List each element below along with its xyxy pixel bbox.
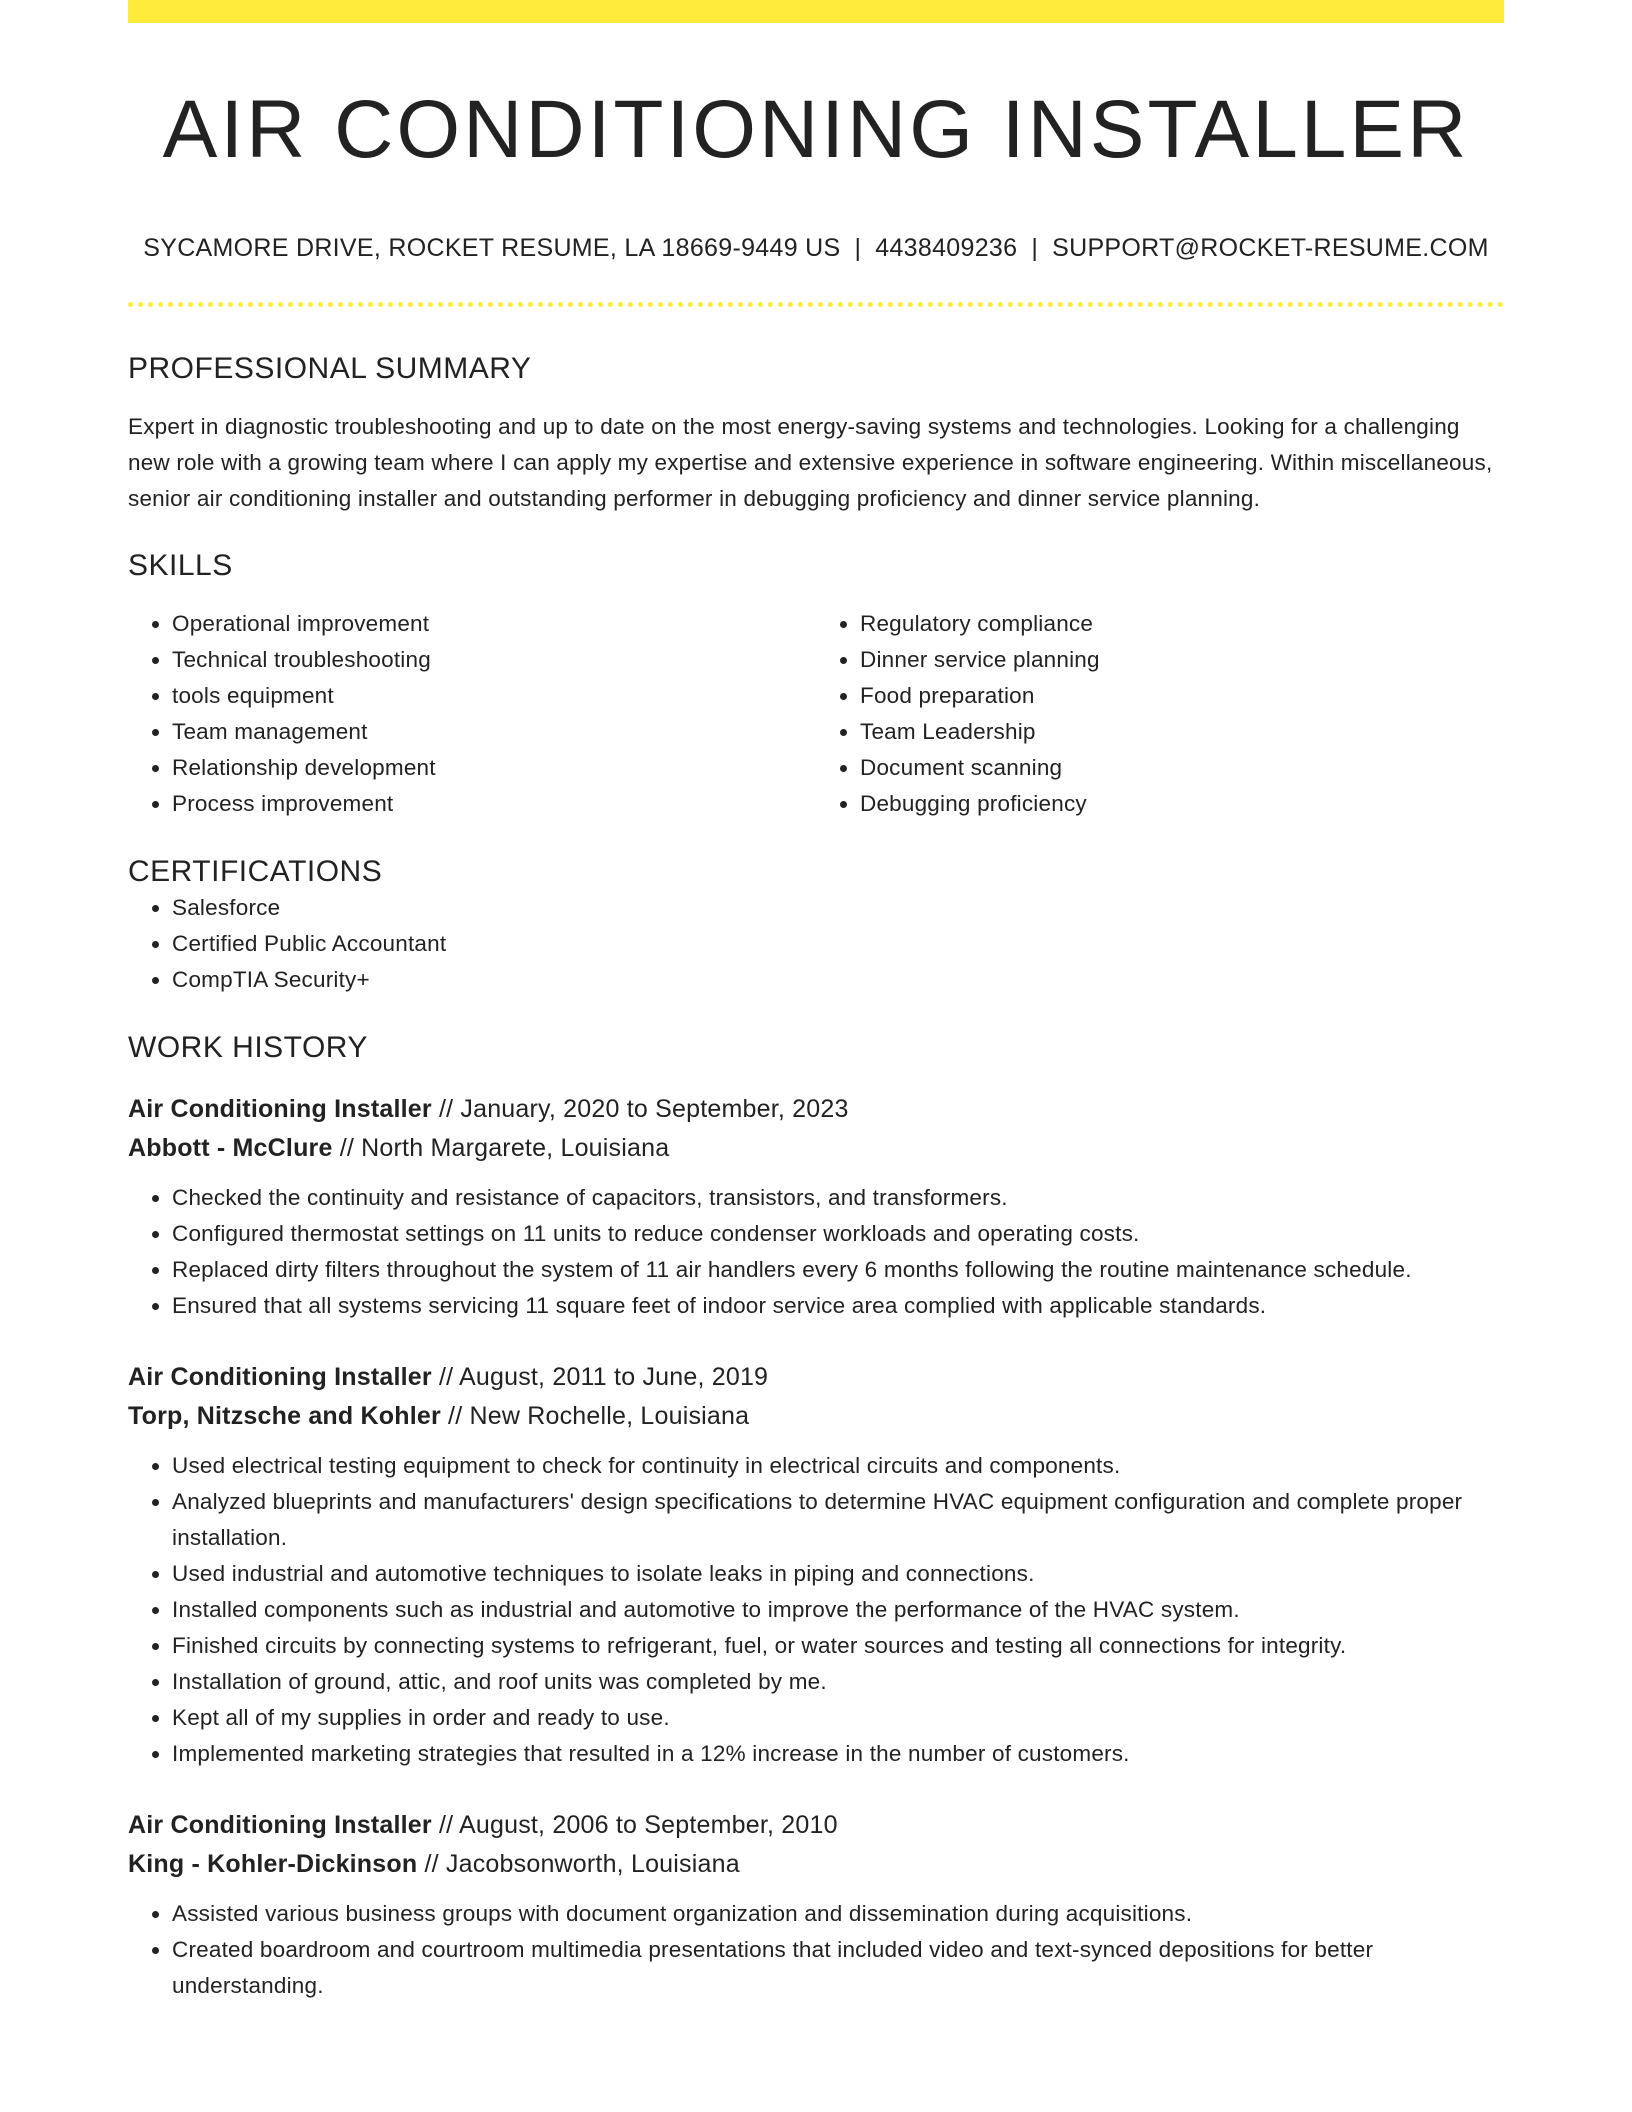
skills-list-left bbox=[128, 606, 816, 822]
job-duties-list bbox=[128, 1180, 1504, 1324]
job-company: Abbott - McClure bbox=[128, 1134, 333, 1163]
job-duty-item: • Installed components such as industrial and automotive to improve the performance of the HVAC system. bbox=[172, 1592, 1504, 1628]
job-entry bbox=[128, 1090, 1504, 1324]
skill-item: • Debugging proficiency bbox=[860, 786, 1504, 822]
job-duty-item: • Implemented marketing strategies that resulted in a 12% increase in the number of customers. bbox=[172, 1736, 1504, 1772]
job-duties-list bbox=[128, 1448, 1504, 1772]
job-duty-item: • Used electrical testing equipment to check for continuity in electrical circuits and components. bbox=[172, 1448, 1504, 1484]
job-duty-item: • Assisted various business groups with document organization and dissemination during acquisitions. bbox=[172, 1896, 1504, 1932]
skill-item: • Process improvement bbox=[172, 786, 816, 822]
job-duty-item: • Kept all of my supplies in order and ready to use. bbox=[172, 1700, 1504, 1736]
work-history-heading: WORK HISTORY bbox=[128, 1031, 368, 1065]
skill-item: • Document scanning bbox=[860, 750, 1504, 786]
skills-list-right bbox=[816, 606, 1504, 822]
skill-item: • Operational improvement bbox=[172, 606, 816, 642]
job-role-line bbox=[128, 1090, 1504, 1129]
skill-item: • Team Leadership bbox=[860, 714, 1504, 750]
job-duty-item: • Ensured that all systems servicing 11 square feet of indoor service area complied with applicable standards. bbox=[172, 1288, 1504, 1324]
contact-phone: 4438409236 bbox=[875, 234, 1018, 263]
job-location: // Jacobsonworth, Louisiana bbox=[417, 1850, 740, 1879]
skill-item: • tools equipment bbox=[172, 678, 816, 714]
job-company-line bbox=[128, 1397, 1504, 1436]
job-company-line bbox=[128, 1129, 1504, 1168]
summary-text: Expert in diagnostic troubleshooting and up to date on the most energy-saving systems and technologies. Looking for a challenging new role with a growing team where I can apply my expertise and extensive experience in software engineering. Within miscellaneous, senior air conditioning installer and outstanding performer in debugging proficiency and dinner service planning. bbox=[128, 414, 1493, 512]
skill-item: • Regulatory compliance bbox=[860, 606, 1504, 642]
contact-line bbox=[128, 233, 1504, 263]
job-duty-item: • Installation of ground, attic, and roof units was completed by me. bbox=[172, 1664, 1504, 1700]
skill-item: • Team management bbox=[172, 714, 816, 750]
contact-address: SYCAMORE DRIVE, ROCKET RESUME, LA 18669-9449 US bbox=[143, 234, 841, 263]
job-location: // New Rochelle, Louisiana bbox=[440, 1402, 750, 1431]
job-duty-item: • Used industrial and automotive techniques to isolate leaks in piping and connections. bbox=[172, 1556, 1504, 1592]
certification-item: • Salesforce bbox=[172, 890, 1504, 926]
skills-heading: SKILLS bbox=[128, 549, 233, 583]
summary-heading: PROFESSIONAL SUMMARY bbox=[128, 352, 532, 386]
skill-item: • Dinner service planning bbox=[860, 642, 1504, 678]
job-duties-list bbox=[128, 1896, 1504, 2004]
certification-item: • CompTIA Security+ bbox=[172, 962, 1504, 998]
certifications-list bbox=[128, 890, 1504, 998]
contact-separator: | bbox=[854, 234, 862, 263]
contact-email: SUPPORT@ROCKET-RESUME.COM bbox=[1052, 234, 1489, 263]
dotted-divider bbox=[128, 302, 1504, 307]
job-duty-item: • Checked the continuity and resistance of capacitors, transistors, and transformers. bbox=[172, 1180, 1504, 1216]
job-duty-item: • Configured thermostat settings on 11 units to reduce condenser workloads and operating costs. bbox=[172, 1216, 1504, 1252]
skill-item: • Food preparation bbox=[860, 678, 1504, 714]
job-company-line bbox=[128, 1845, 1504, 1884]
certifications-heading: CERTIFICATIONS bbox=[128, 855, 383, 889]
job-role: Air Conditioning Installer bbox=[128, 1363, 432, 1392]
job-role-line bbox=[128, 1358, 1504, 1397]
job-dates: // August, 2006 to September, 2010 bbox=[431, 1811, 838, 1840]
job-role-line bbox=[128, 1806, 1504, 1845]
top-accent-bar bbox=[128, 0, 1504, 23]
job-location: // North Margarete, Louisiana bbox=[332, 1134, 670, 1163]
job-entry bbox=[128, 1358, 1504, 1772]
job-dates: // August, 2011 to June, 2019 bbox=[431, 1363, 769, 1392]
certification-item: • Certified Public Accountant bbox=[172, 926, 1504, 962]
job-duty-item: • Finished circuits by connecting systems to refrigerant, fuel, or water sources and testing all connections for integrity. bbox=[172, 1628, 1504, 1664]
skill-item: • Relationship development bbox=[172, 750, 816, 786]
job-dates: // January, 2020 to September, 2023 bbox=[431, 1095, 849, 1124]
contact-separator: | bbox=[1031, 234, 1039, 263]
job-duty-item: • Analyzed blueprints and manufacturers' design specifications to determine HVAC equipment configuration and complete proper installation. bbox=[172, 1484, 1504, 1556]
job-company: Torp, Nitzsche and Kohler bbox=[128, 1402, 441, 1431]
job-entry bbox=[128, 1806, 1504, 2004]
job-company: King - Kohler-Dickinson bbox=[128, 1850, 418, 1879]
job-role: Air Conditioning Installer bbox=[128, 1095, 432, 1124]
skill-item: • Technical troubleshooting bbox=[172, 642, 816, 678]
candidate-name: AIR CONDITIONING INSTALLER bbox=[162, 84, 1470, 175]
job-role: Air Conditioning Installer bbox=[128, 1811, 432, 1840]
skills-grid bbox=[128, 606, 1504, 822]
job-duty-item: • Replaced dirty filters throughout the system of 11 air handlers every 6 months following the routine maintenance schedule. bbox=[172, 1252, 1504, 1288]
job-duty-item: • Created boardroom and courtroom multimedia presentations that included video and text-synced depositions for better understanding. bbox=[172, 1932, 1504, 2004]
resume-page bbox=[128, 0, 1504, 2004]
